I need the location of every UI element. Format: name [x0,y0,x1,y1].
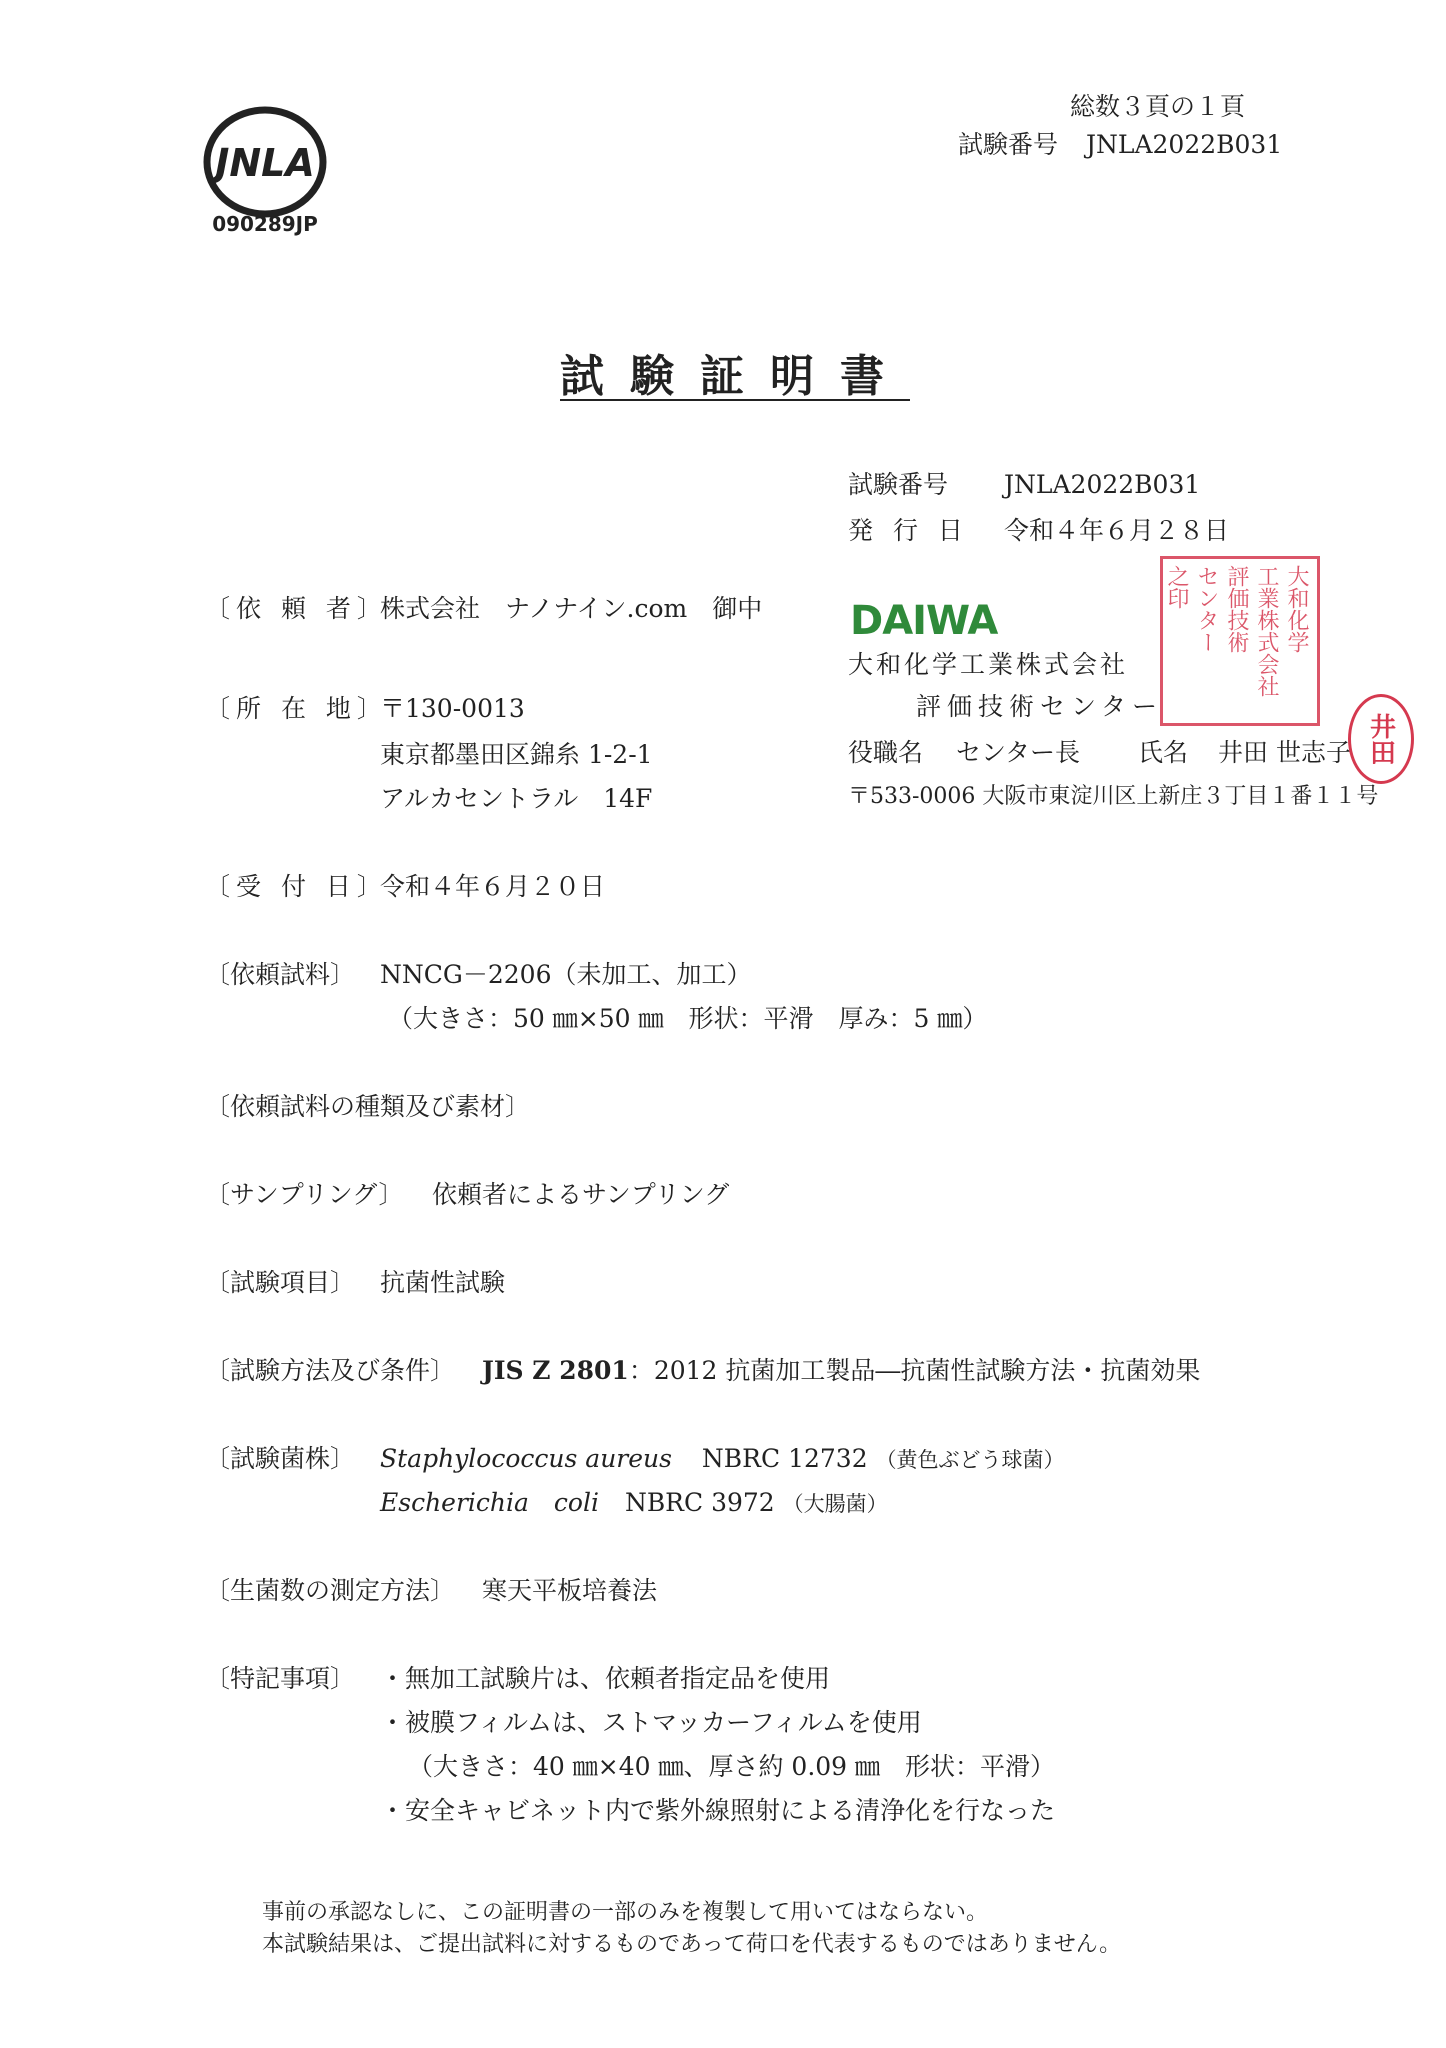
seal-line: 工業株式会社 [1254,565,1279,697]
test-item-value: 抗菌性試験 [380,1268,506,1297]
sampling-value: 依頼者によるサンプリング [432,1180,730,1209]
jnla-logo [200,100,330,240]
method-label: 〔試験方法及び条件〕 [205,1356,456,1385]
address-line: アルカセントラル 14F [380,784,653,813]
jnla-logo-text: JNLA [215,141,315,185]
issuer-company: 大和化学工業株式会社 [848,650,1129,679]
method-standard: JIS Z 2801 [482,1356,629,1385]
strain-2-id: NBRC 3972 [624,1488,775,1517]
issue-test-number-label: 試験番号 [848,470,949,499]
note-line: （大きさ：40 ㎜×40 ㎜、厚さ約 0.09 ㎜ 形状：平滑） [408,1752,1056,1781]
count-method-label: 〔生菌数の測定方法〕 [205,1576,456,1605]
strain-1-note: （黄色ぶどう球菌） [875,1448,1065,1472]
seal-line: センター [1194,565,1219,653]
seal-line: 之印 [1164,565,1189,609]
issuer-address: 〒533-0006 大阪市東淀川区上新庄３丁目１番１１号 [848,784,1379,809]
personal-seal [1348,694,1414,784]
header-test-number-value: JNLA2022B031 [1085,130,1283,159]
count-method-value: 寒天平板培養法 [482,1576,658,1605]
issuer-title: センター長 [956,738,1081,767]
strain-2-note: （大腸菌） [782,1492,888,1516]
sample-line: NNCG－2206（未加工、加工） [380,960,752,989]
strain-2 [380,1488,888,1518]
strain-1-name: Staphylococcus aureus [380,1444,672,1473]
notes-label: 〔特記事項〕 [205,1664,356,1693]
strain-2-name: Escherichia coli [380,1488,599,1517]
issue-date: 令和４年６月２８日 [1004,516,1230,545]
issue-date-label: 発 行 日 [848,516,969,545]
seal-line: 大和化学 [1284,565,1309,653]
method-value [482,1356,1200,1386]
strain-label: 〔試験菌株〕 [205,1444,356,1473]
personal-seal-text: 井田 [1365,713,1396,765]
received-date: 令和４年６月２０日 [380,872,606,901]
jnla-number: 090289JP [212,212,318,236]
method-description: ：2012 抗菌加工製品―抗菌性試験方法・抗菌効果 [628,1356,1201,1385]
page-count: 総数３頁の１頁 [1070,92,1246,121]
seal-line: 評価技術 [1224,565,1249,653]
address-line: 〒130-0013 [380,694,525,723]
received-label: 〔受 付 日〕 [205,872,388,901]
note-line: ・被膜フィルムは、ストマッカーフィルムを使用 [380,1708,922,1737]
issuer-name-label: 氏名 [1138,738,1189,767]
strain-1-id: NBRC 12732 [701,1444,868,1473]
issuer-title-label: 役職名 [848,738,924,767]
address-label: 〔所 在 地〕 [205,694,388,723]
sample-label: 〔依頼試料〕 [205,960,356,989]
header-test-number-label: 試験番号 [958,130,1059,159]
footer-line: 本試験結果は、ご提出試料に対するものであって荷口を代表するものではありません。 [262,1932,1122,1957]
note-line: ・安全キャビネット内で紫外線照射による清浄化を行なった [380,1796,1056,1825]
sample-line: （大きさ：50 ㎜×50 ㎜ 形状：平滑 厚み：5 ㎜） [388,1004,988,1033]
material-label: 〔依頼試料の種類及び素材〕 [205,1092,531,1121]
daiwa-logo: DAIWA [850,598,998,644]
issuer-name: 井田 世志子 [1218,738,1351,767]
client-label: 〔依 頼 者〕 [205,594,388,623]
company-seal [1160,556,1320,726]
header-test-number [958,130,1282,160]
footer-line: 事前の承認なしに、この証明書の一部のみを複製して用いてはならない。 [262,1900,989,1925]
sampling-label: 〔サンプリング〕 [205,1180,404,1209]
issuer-department: 評価技術センター [916,692,1164,721]
address-line: 東京都墨田区錦糸 1-2-1 [380,740,653,769]
test-item-label: 〔試験項目〕 [205,1268,356,1297]
issue-test-number: JNLA2022B031 [1004,470,1201,499]
strain-1 [380,1444,1065,1474]
page-title: 試験証明書 [560,351,910,402]
client-name: 株式会社 ナノナイン.com 御中 [380,594,763,623]
note-line: ・無加工試験片は、依頼者指定品を使用 [380,1664,831,1693]
